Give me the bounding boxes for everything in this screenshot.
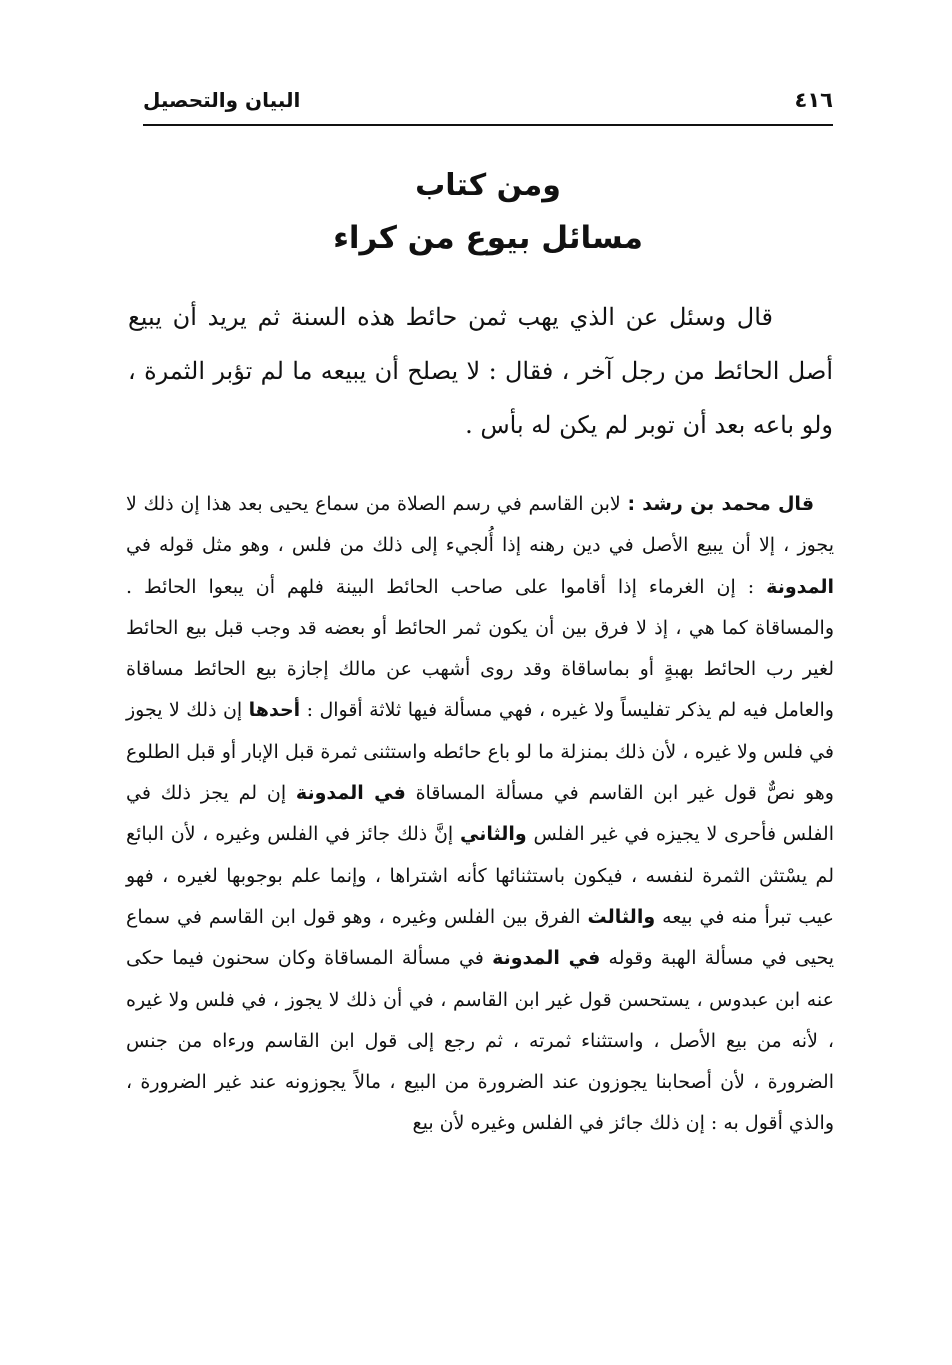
- chapter-heading-line2: مسائل بيوع من كراء: [333, 220, 643, 256]
- question-paragraph: [128, 290, 833, 452]
- commentary-bold-second-opinion: والثاني: [459, 823, 527, 846]
- running-header: [143, 80, 833, 126]
- commentary-seg7: في مسألة المساقاة وكان سحنون فيما حكى عنه ابن عبدوس ، يستحسن قول غير ابن القاسم ، في أن ذلك لا يجوز ، في فلس ولا غيره ، لأنه من بيع الأصل ، واستثناء ثمرته ، ثم رجع إلى قول ابن القاسم ورءاه من جنس الضرورة ، لأن أصحابنا يجوزون عند الضرورة من البيع ، مالاً يجوزونه عند غير الضرورة ، والذي أقول به : إن ذلك جائز في الفلس وغيره لأن بيع: [126, 947, 834, 1135]
- commentary-seg2: : إن الغرماء إذا أقاموا على صاحب الحائط البينة فلهم أن يبعوا الحائط . والمساقاة كما هي ، إذ لا فرق بين أن يكون ثمر الحائط أو بعضه قد وجب قبل بيع الحائط لغير رب الحائط بهبةٍ أو بماساقاة وقد روى أشهب عن مالك إجازة بيع الحائط مساقاة والعامل فيه لم يذكر تفليساً ولا غيره ، فهي مسألة فيها ثلاثة أقوال :: [126, 575, 834, 722]
- commentary-bold-mudawwana-2: في المدونة: [295, 782, 406, 805]
- commentary-paragraph: [126, 484, 834, 1145]
- question-text: قال وسئل عن الذي يهب ثمن حائط هذه السنة ثم يريد أن يبيع أصل الحائط من رجل آخر ، فقال : لا يصلح أن يبيعه ما لم تؤبر الثمرة ، ولو باعه بعد أن توبر لم يكن له بأس .: [128, 303, 833, 439]
- commentary-bold-third-opinion: والثالث: [587, 905, 656, 928]
- commentary-seg6: الفرق بين الفلس وغيره ، وهو قول ابن القاسم في سماع يحيى في مسألة الهبة وقوله: [126, 905, 834, 970]
- commentary-seg3: إن ذلك لا يجوز في فلس ولا غيره ، لأن ذلك بمنزلة ما لو باع حائطه واستثنى ثمرة قبل الإبار أو قبل الطلوع وهو نصٌّ قول غير ابن القاسم في مسألة المساقاة: [126, 699, 834, 805]
- commentary-seg5: إنَّ ذلك جائز في الفلس وغيره ، لأن البائع لم يسْتثن الثمرة لنفسه ، فيكون باستثنائها كأنه اشتراها ، وإنما علم بوجوبها لغيره ، فهو عيب تبرأ منه في بيعه: [126, 823, 834, 928]
- chapter-heading: [143, 160, 833, 264]
- commentary-text: [126, 484, 834, 1145]
- commentary-bold-mudawwana-3: في المدونة: [492, 947, 601, 970]
- commentary-bold-first-opinion: أحدها: [248, 699, 301, 722]
- commentary-bold-mudawwana-1: المدونة: [766, 575, 834, 598]
- running-title: البيان والتحصيل: [143, 88, 301, 112]
- commentary-lead: قال محمد بن رشد :: [627, 493, 815, 515]
- commentary-seg1: لابن القاسم في رسم الصلاة من سماع يحيى بعد هذا إن ذلك لا يجوز ، إلا أن يبيع الأصل في دين رهنه إذا أُلجيء إلى ذلك من فلس ، وهو مثل قوله في: [126, 493, 834, 557]
- commentary-seg4: إن لم يجز ذلك في الفلس فأحرى لا يجيزه في غير الفلس: [126, 782, 835, 846]
- chapter-heading-line1: ومن كتاب: [415, 168, 561, 203]
- page-number: ٤١٦: [794, 88, 833, 112]
